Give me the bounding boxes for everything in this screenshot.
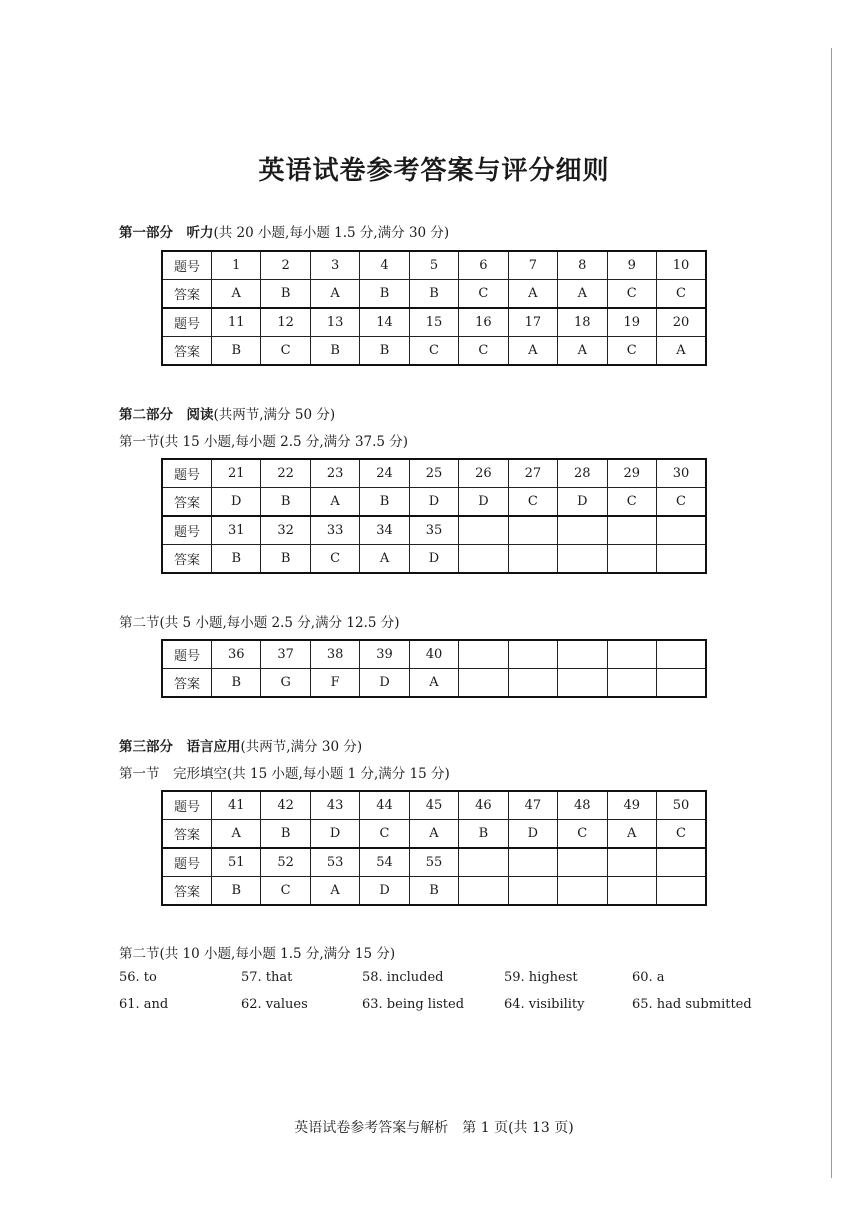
question-number-cell: 53	[310, 848, 359, 877]
question-number-cell: 48	[558, 791, 607, 820]
question-number-cell: 2	[261, 251, 310, 280]
answer-cell: D	[360, 877, 409, 906]
answer-cell: F	[310, 669, 359, 698]
answer-row	[162, 488, 706, 517]
question-number-cell: 40	[409, 640, 458, 669]
question-number-cell: 17	[508, 308, 557, 337]
part3-heading-rest: (共两节,满分 30 分)	[240, 739, 363, 755]
part1-heading	[119, 221, 449, 241]
question-number-cell: 18	[558, 308, 607, 337]
answer-cell: B	[360, 488, 409, 517]
answer-cell: B	[212, 877, 261, 906]
question-number-cell: 27	[508, 459, 557, 488]
question-number-cell: 14	[360, 308, 409, 337]
fill-answer: 60. a	[632, 970, 665, 985]
fill-answer: 61. and	[119, 997, 169, 1012]
answer-cell: B	[261, 488, 310, 517]
question-number-cell: 42	[261, 791, 310, 820]
answer-cell: C	[459, 280, 508, 309]
part1-heading-bold: 第一部分 听力	[119, 225, 214, 241]
question-number-cell: 23	[310, 459, 359, 488]
answer-cell: D	[459, 488, 508, 517]
question-number-cell: 46	[459, 791, 508, 820]
question-number-cell	[656, 640, 706, 669]
question-number-cell	[459, 516, 508, 545]
answer-cell: C	[656, 280, 706, 309]
question-number-cell: 15	[409, 308, 458, 337]
answer-cell: D	[508, 820, 557, 849]
answer-cell: C	[508, 488, 557, 517]
question-number-cell: 26	[459, 459, 508, 488]
answer-cell: C	[607, 337, 656, 366]
answer-cell: B	[261, 545, 310, 574]
question-number-cell: 19	[607, 308, 656, 337]
answer-cell: D	[360, 669, 409, 698]
answer-cell: A	[212, 820, 261, 849]
question-number-row	[162, 848, 706, 877]
answer-cell: D	[409, 545, 458, 574]
part1-heading-rest: (共 20 小题,每小题 1.5 分,满分 30 分)	[213, 225, 450, 241]
question-number-cell: 6	[459, 251, 508, 280]
row-label: 答案	[162, 820, 212, 849]
question-number-cell	[558, 516, 607, 545]
answer-cell: C	[261, 877, 310, 906]
answer-cell: C	[607, 488, 656, 517]
question-number-cell: 10	[656, 251, 706, 280]
question-number-cell: 34	[360, 516, 409, 545]
fill-answer: 56. to	[119, 970, 157, 985]
answer-cell	[459, 669, 508, 698]
answer-cell: B	[409, 877, 458, 906]
question-number-cell	[607, 848, 656, 877]
row-label: 题号	[162, 251, 212, 280]
question-number-cell	[459, 640, 508, 669]
question-number-cell	[508, 516, 557, 545]
row-label: 答案	[162, 877, 212, 906]
answer-cell	[656, 545, 706, 574]
question-number-cell: 41	[212, 791, 261, 820]
answer-cell	[558, 669, 607, 698]
question-number-cell: 29	[607, 459, 656, 488]
answer-cell: B	[459, 820, 508, 849]
answer-cell: D	[409, 488, 458, 517]
answer-cell: D	[212, 488, 261, 517]
page-edge-line	[831, 48, 832, 1178]
row-label: 题号	[162, 791, 212, 820]
answer-cell: C	[656, 488, 706, 517]
question-number-cell: 47	[508, 791, 557, 820]
answer-cell	[607, 669, 656, 698]
answer-cell: C	[409, 337, 458, 366]
part2-heading-rest: (共两节,满分 50 分)	[213, 407, 336, 423]
question-number-cell	[508, 848, 557, 877]
answer-cell: B	[360, 280, 409, 309]
answer-cell: A	[409, 820, 458, 849]
answer-cell	[508, 545, 557, 574]
question-number-row	[162, 308, 706, 337]
answer-cell: B	[212, 669, 261, 698]
row-label: 题号	[162, 848, 212, 877]
row-label: 答案	[162, 337, 212, 366]
answer-cell: A	[310, 280, 359, 309]
part2-section2-answer-table	[161, 639, 707, 698]
question-number-cell: 52	[261, 848, 310, 877]
part2-section1-answer-table	[161, 458, 707, 574]
answer-cell: A	[310, 877, 359, 906]
question-number-cell	[508, 640, 557, 669]
answer-cell: A	[310, 488, 359, 517]
question-number-cell	[656, 848, 706, 877]
question-number-cell: 44	[360, 791, 409, 820]
question-number-cell: 32	[261, 516, 310, 545]
answer-cell	[558, 877, 607, 906]
fill-answer: 65. had submitted	[632, 997, 752, 1012]
question-number-cell: 11	[212, 308, 261, 337]
answer-cell: G	[261, 669, 310, 698]
answer-cell: D	[558, 488, 607, 517]
question-number-cell: 51	[212, 848, 261, 877]
part3-section1-answer-table	[161, 790, 707, 906]
question-number-cell: 9	[607, 251, 656, 280]
question-number-cell: 36	[212, 640, 261, 669]
answer-cell	[656, 669, 706, 698]
part3-heading	[119, 735, 362, 755]
answer-cell: B	[261, 820, 310, 849]
row-label: 答案	[162, 488, 212, 517]
question-number-row	[162, 459, 706, 488]
part3-section1-heading: 第一节 完形填空(共 15 小题,每小题 1 分,满分 15 分)	[119, 766, 450, 782]
fill-answer: 62. values	[241, 997, 308, 1012]
question-number-cell: 13	[310, 308, 359, 337]
answer-cell: A	[360, 545, 409, 574]
answer-row	[162, 669, 706, 698]
question-number-cell: 12	[261, 308, 310, 337]
answer-row	[162, 820, 706, 849]
answer-cell	[508, 877, 557, 906]
answer-cell: B	[212, 337, 261, 366]
question-number-row	[162, 791, 706, 820]
answer-cell	[607, 877, 656, 906]
row-label: 答案	[162, 545, 212, 574]
question-number-cell: 1	[212, 251, 261, 280]
question-number-cell	[558, 848, 607, 877]
answer-cell: B	[212, 545, 261, 574]
fill-answer: 64. visibility	[504, 997, 585, 1012]
answer-cell: C	[459, 337, 508, 366]
question-number-row	[162, 640, 706, 669]
answer-cell: A	[607, 820, 656, 849]
question-number-cell: 35	[409, 516, 458, 545]
part2-heading-bold: 第二部分 阅读	[119, 407, 214, 423]
question-number-cell: 21	[212, 459, 261, 488]
answer-cell: C	[360, 820, 409, 849]
question-number-cell: 5	[409, 251, 458, 280]
question-number-cell: 25	[409, 459, 458, 488]
answer-cell: A	[212, 280, 261, 309]
answer-cell: B	[409, 280, 458, 309]
question-number-cell	[607, 640, 656, 669]
question-number-cell: 30	[656, 459, 706, 488]
answer-row	[162, 337, 706, 366]
answer-cell: B	[360, 337, 409, 366]
answer-cell: A	[508, 280, 557, 309]
question-number-cell	[558, 640, 607, 669]
answer-cell: C	[261, 337, 310, 366]
question-number-cell: 50	[656, 791, 706, 820]
answer-row	[162, 877, 706, 906]
answer-cell: B	[310, 337, 359, 366]
question-number-cell: 38	[310, 640, 359, 669]
question-number-row	[162, 251, 706, 280]
question-number-cell: 33	[310, 516, 359, 545]
document-title: 英语试卷参考答案与评分细则	[258, 156, 610, 186]
question-number-cell: 16	[459, 308, 508, 337]
question-number-cell: 43	[310, 791, 359, 820]
row-label: 题号	[162, 459, 212, 488]
question-number-cell: 31	[212, 516, 261, 545]
question-number-cell: 22	[261, 459, 310, 488]
question-number-cell: 8	[558, 251, 607, 280]
fill-answer: 58. included	[362, 970, 444, 985]
fill-answer: 63. being listed	[362, 997, 465, 1012]
part1-answer-table	[161, 250, 707, 366]
answer-cell	[558, 545, 607, 574]
part2-section1-heading: 第一节(共 15 小题,每小题 2.5 分,满分 37.5 分)	[119, 434, 409, 450]
row-label: 题号	[162, 516, 212, 545]
page-footer: 英语试卷参考答案与解析 第 1 页(共 13 页)	[294, 1120, 574, 1136]
answer-cell	[459, 877, 508, 906]
part2-section2-heading: 第二节(共 5 小题,每小题 2.5 分,满分 12.5 分)	[119, 615, 400, 631]
answer-cell: A	[558, 337, 607, 366]
question-number-cell: 39	[360, 640, 409, 669]
question-number-cell: 20	[656, 308, 706, 337]
part3-section2-heading: 第二节(共 10 小题,每小题 1.5 分,满分 15 分)	[119, 946, 396, 962]
fill-answer: 57. that	[241, 970, 293, 985]
question-number-cell: 37	[261, 640, 310, 669]
answer-cell: C	[310, 545, 359, 574]
question-number-cell: 54	[360, 848, 409, 877]
answer-cell: A	[656, 337, 706, 366]
answer-cell: C	[607, 280, 656, 309]
answer-cell	[656, 877, 706, 906]
question-number-cell: 7	[508, 251, 557, 280]
part2-heading	[119, 403, 335, 423]
answer-cell	[508, 669, 557, 698]
question-number-cell: 55	[409, 848, 458, 877]
answer-cell: A	[409, 669, 458, 698]
question-number-cell: 45	[409, 791, 458, 820]
question-number-row	[162, 516, 706, 545]
answer-cell: A	[508, 337, 557, 366]
question-number-cell: 49	[607, 791, 656, 820]
question-number-cell: 24	[360, 459, 409, 488]
question-number-cell	[656, 516, 706, 545]
answer-cell	[459, 545, 508, 574]
part3-heading-bold: 第三部分 语言应用	[119, 739, 241, 755]
answer-row	[162, 280, 706, 309]
question-number-cell: 4	[360, 251, 409, 280]
answer-cell	[607, 545, 656, 574]
row-label: 答案	[162, 280, 212, 309]
answer-cell: A	[558, 280, 607, 309]
answer-cell: C	[656, 820, 706, 849]
question-number-cell	[607, 516, 656, 545]
question-number-cell: 28	[558, 459, 607, 488]
fill-answer: 59. highest	[504, 970, 578, 985]
row-label: 题号	[162, 640, 212, 669]
answer-cell: C	[558, 820, 607, 849]
row-label: 答案	[162, 669, 212, 698]
answer-cell: D	[310, 820, 359, 849]
answer-cell: B	[261, 280, 310, 309]
question-number-cell: 3	[310, 251, 359, 280]
row-label: 题号	[162, 308, 212, 337]
answer-row	[162, 545, 706, 574]
question-number-cell	[459, 848, 508, 877]
